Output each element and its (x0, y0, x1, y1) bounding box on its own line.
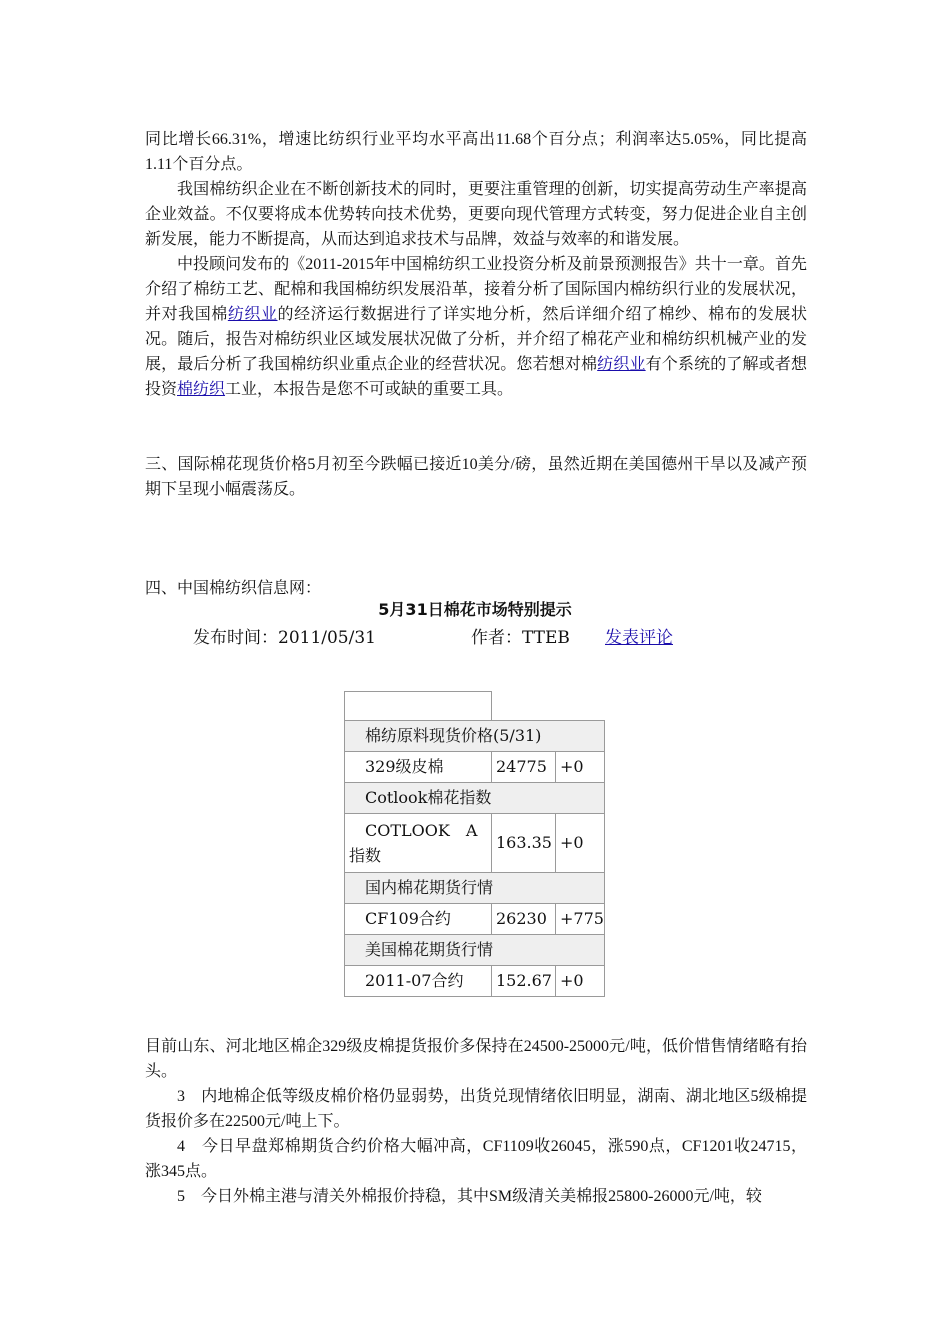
section-us-futures: 美国棉花期货行情 (345, 935, 605, 966)
section-domestic-futures: 国内棉花期货行情 (345, 873, 605, 904)
row-change: +775 (556, 904, 605, 935)
table-blank-cell (345, 692, 492, 721)
row-change: +0 (556, 966, 605, 997)
row-name: COTLOOK A指数 (345, 814, 492, 873)
row-value: 163.35 (492, 814, 556, 873)
paragraph-section-three: 三、国际棉花现货价格5月初至今跌幅已接近10美分/磅，虽然近期在美国德州干旱以及减产预期下呈现小幅震荡反。 (145, 456, 807, 498)
row-value: 152.67 (492, 966, 556, 997)
row-value: 24775 (492, 752, 556, 783)
cotton-price-table (344, 691, 605, 997)
row-name: 329级皮棉 (345, 752, 492, 783)
post-comment-link[interactable]: 发表评论 (605, 628, 673, 648)
link-textile-industry-2[interactable]: 纺织业 (597, 356, 646, 373)
table-section-row (345, 935, 605, 966)
report-text-b: 的经济运行数据进行了详实地分析，然后详细介绍了棉纱、棉布的发展状况。随后，报告对棉纺织业区域发展状况做了分析，并介绍了棉花产业和棉纺织机械产业的发展，最后分析了我国棉纺织业重点企业的经营状况。您若想对棉 (145, 306, 807, 373)
report-text-c: 有个系统的了解或者想投资 (145, 356, 807, 398)
section-cotlook-index: Cotlook棉花指数 (345, 783, 605, 814)
paragraph-shandong-hebei: 目前山东、河北地区棉企329级皮棉提货报价多保持在24500-25000元/吨，低价惜售情绪略有抬头。 (145, 1038, 807, 1080)
publish-date: 发布时间：2011/05/31 (193, 628, 376, 648)
table-section-row (345, 783, 605, 814)
table-section-row (345, 721, 605, 752)
row-change: +0 (556, 814, 605, 873)
report-text-d: 工业，本报告是您不可或缺的重要工具。 (225, 381, 514, 398)
article-author: 作者：TTEB (471, 628, 570, 648)
paragraph-section-four: 四、中国棉纺织信息网： (145, 580, 322, 597)
paragraph-point-4: 4 今日早盘郑棉期货合约价格大幅冲高，CF1109收26045，涨590点，CF1201收24715，涨345点。 (145, 1138, 807, 1180)
table-row (345, 966, 605, 997)
table-row (345, 904, 605, 935)
row-name: 2011-07合约 (345, 966, 492, 997)
row-name: CF109合约 (345, 904, 492, 935)
link-textile-industry-1[interactable]: 纺织业 (227, 306, 278, 323)
table-row (345, 752, 605, 783)
report-text-a: 中投顾问发布的《2011-2015年中国棉纺织工业投资分析及前景预测报告》共十一章。首先介绍了棉纺工艺、配棉和我国棉纺织发展沿革，接着分析了国际国内棉纺织行业的发展状况，并对我国棉 (145, 256, 807, 323)
row-value: 26230 (492, 904, 556, 935)
row-change: +0 (556, 752, 605, 783)
paragraph-growth: 同比增长66.31%，增速比纺织行业平均水平高出11.68个百分点；利润率达5.05%，同比提高1.11个百分点。 (145, 131, 807, 173)
link-cotton-textile[interactable]: 棉纺织 (177, 381, 226, 398)
table-top-row (345, 692, 605, 721)
paragraph-innovation: 我国棉纺织企业在不断创新技术的同时，更要注重管理的创新，切实提高劳动生产率提高企业效益。不仅要将成本优势转向技术优势，更要向现代管理方式转变，努力促进企业自主创新发展，能力不断提高，从而达到追求技术与品牌，效益与效率的和谐发展。 (145, 181, 807, 248)
table-section-row (345, 873, 605, 904)
paragraph-report (145, 252, 807, 402)
paragraph-point-3: 3 内地棉企低等级皮棉价格仍显弱势，出货兑现情绪依旧明显，湖南、湖北地区5级棉提货报价多在22500元/吨上下。 (145, 1088, 807, 1130)
section-spot-price: 棉纺原料现货价格(5/31) (345, 721, 605, 752)
paragraph-point-5: 5 今日外棉主港与清关外棉报价持稳，其中SM级清关美棉报25800-26000元/吨，较 (177, 1188, 762, 1205)
article-title: 5月31日棉花市场特别提示 (378, 600, 572, 619)
table-row (345, 814, 605, 873)
